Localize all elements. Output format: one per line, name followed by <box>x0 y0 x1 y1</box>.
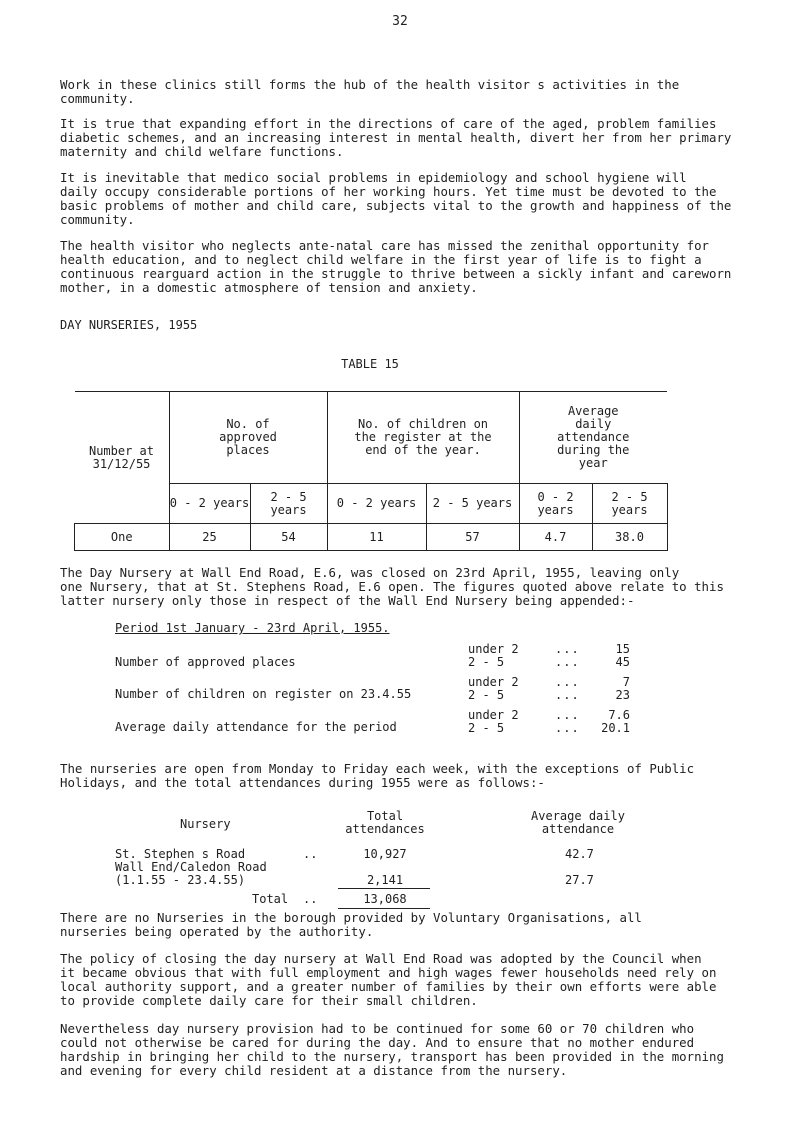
nursery-average: 42.7 <box>565 847 594 861</box>
leader-dots: ... <box>555 675 580 689</box>
table-cell: One <box>75 524 170 551</box>
leader-dots: .. <box>303 892 318 906</box>
table-cell: 4.7 <box>519 524 592 551</box>
col-attendance-header: Average daily attendance during the year <box>519 392 667 484</box>
paragraph-policy: The policy of closing the day nursery at Wall End Road was adopted by the Council when it became obvious that with full employment and high wages fewer households need rely on local authority support, and a greater number of families by their own efforts were able to provide complete daily care for their small children. <box>60 951 717 1008</box>
period-value: 7.6 <box>608 708 630 722</box>
col-approved-places-header: No. of approved places <box>169 392 327 484</box>
col-number-header: Number at 31/12/55 <box>75 392 170 524</box>
col-nursery-header: Nursery <box>180 817 231 831</box>
table-cell: 54 <box>250 524 327 551</box>
nursery-total: 10,927 <box>363 847 407 861</box>
period-value: 15 <box>615 642 630 656</box>
age-0-2-header: 0 - 2 years <box>519 484 592 524</box>
age-0-2-header: 0 - 2 years <box>327 484 426 524</box>
leader-dots: ... <box>555 688 580 702</box>
leader-dots: ... <box>555 708 580 722</box>
period-sub: 2 - 5 <box>468 721 505 735</box>
paragraph-provision: Nevertheless day nursery provision had to be continued for some 60 or 70 children who could not otherwise be cared for during the day. And to ensure that no mother endured hardship in bringing her child to the nursery, transport has been provided in the morning and evening for every child resident at a distance from the nursery. <box>60 1021 724 1078</box>
period-value: 45 <box>615 655 630 669</box>
table-row <box>75 524 668 551</box>
period-heading: Period 1st January - 23rd April, 1955. <box>115 621 390 635</box>
period-sub: under 2 <box>468 708 519 722</box>
col-total-header: Total attendances <box>345 809 425 836</box>
nursery-average: 27.7 <box>565 873 594 887</box>
paragraph-ante-natal: The health visitor who neglects ante-natal care has missed the zenithal opportunity for health education, and to neglect child welfare in the first year of life is to fight a continuous rearguard action in the struggle to thrive between a sickly infant and careworn mother, in a domestic atmosphere of tension and anxiety. <box>60 238 732 295</box>
nursery-name: Wall End/Caledon Road (1.1.55 - 23.4.55) <box>115 860 267 887</box>
table-cell: 38.0 <box>592 524 667 551</box>
paragraph-voluntary: There are no Nurseries in the borough provided by Voluntary Organisations, all nurseries being operated by the authority. <box>60 910 642 939</box>
period-sub: under 2 <box>468 642 519 656</box>
age-2-5-header: 2 - 5 years <box>426 484 519 524</box>
period-sub: 2 - 5 <box>468 688 505 702</box>
paragraph-clinics: Work in these clinics still forms the hub of the health visitor s activities in the community. <box>60 77 680 106</box>
period-sub: under 2 <box>468 675 519 689</box>
table-15 <box>74 391 668 551</box>
paragraph-medico-social: It is inevitable that medico social problems in epidemiology and school hygiene will daily occupy considerable portions of her working hours. Yet time must be devoted to the basic problems of mother and child care, subjects vital to the growth and happiness of the community. <box>60 170 732 227</box>
sum-rule <box>338 888 430 889</box>
period-label: Number of children on register on 23.4.55 <box>115 687 412 701</box>
paragraph-day-nursery: The Day Nursery at Wall End Road, E.6, was closed on 23rd April, 1955, leaving only one Nursery, that at St. Stephens Road, E.6 open. The figures quoted above relate to this latter nursery only those in respect of the Wall End Nursery being appended:- <box>60 565 724 608</box>
nursery-name: St. Stephen s Road <box>115 847 246 861</box>
col-average-header: Average daily attendance <box>531 809 625 836</box>
total-label: Total <box>252 892 289 906</box>
period-value: 7 <box>622 675 630 689</box>
period-label: Average daily attendance for the period <box>115 720 397 734</box>
section-heading: DAY NURSERIES, 1955 <box>60 318 198 332</box>
age-2-5-header: 2 - 5 years <box>250 484 327 524</box>
paragraph-open-days: The nurseries are open from Monday to Friday each week, with the exceptions of Public Holidays, and the total attendances during 1955 were as follows:- <box>60 761 695 790</box>
total-rule <box>338 908 430 909</box>
total-value: 13,068 <box>363 892 407 906</box>
leader-dots: .. <box>303 847 318 861</box>
leader-dots: ... <box>555 721 580 735</box>
page-number: 32 <box>392 14 408 29</box>
period-value: 23 <box>615 688 630 702</box>
age-2-5-header: 2 - 5 years <box>592 484 667 524</box>
age-0-2-header: 0 - 2 years <box>169 484 250 524</box>
table-cell: 57 <box>426 524 519 551</box>
table-cell: 11 <box>327 524 426 551</box>
table-title: TABLE 15 <box>341 357 399 371</box>
leader-dots: ... <box>555 655 580 669</box>
period-sub: 2 - 5 <box>468 655 505 669</box>
table-cell: 25 <box>169 524 250 551</box>
leader-dots: ... <box>555 642 580 656</box>
paragraph-expanding-effort: It is true that expanding effort in the directions of care of the aged, problem families diabetic schemes, and an increasing interest in mental health, divert her from her primary maternity and child welfare functions. <box>60 116 732 159</box>
nursery-total: 2,141 <box>366 873 404 887</box>
period-label: Number of approved places <box>115 655 296 669</box>
col-register-header: No. of children on the register at the end of the year. <box>327 392 519 484</box>
period-value: 20.1 <box>601 721 630 735</box>
